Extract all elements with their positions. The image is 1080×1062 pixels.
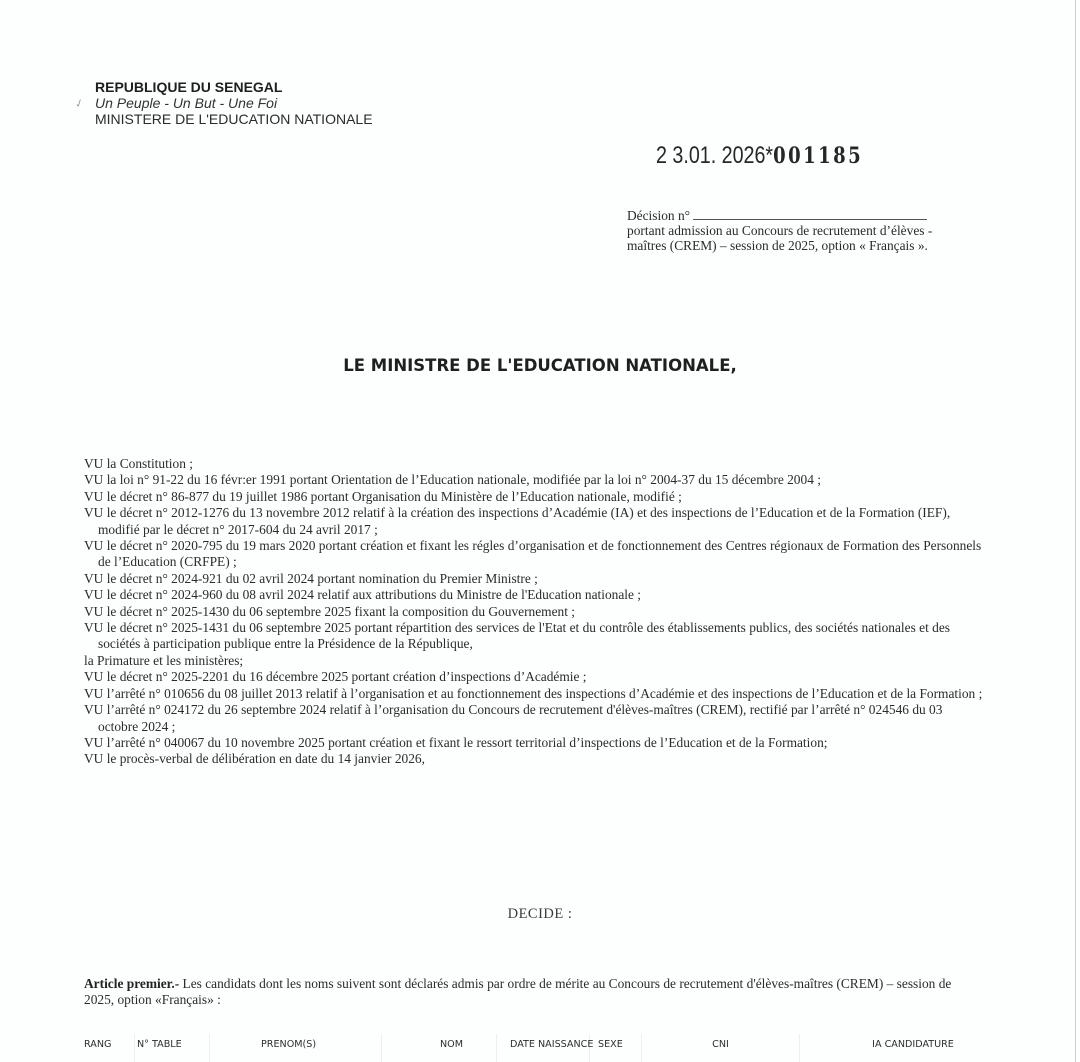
visa-item: VU l’arrêté n° 040067 du 10 novembre 2025 portant création et fixant le ressort territorial d’inspections de l’Education et de la Formation; xyxy=(84,734,828,750)
column-header-table-number: N° TABLE xyxy=(135,1034,210,1062)
document-header xyxy=(73,79,373,127)
decision-block xyxy=(627,208,957,253)
visa-item xyxy=(84,620,984,669)
motto-text: Un Peuple - Un But - Une Foi xyxy=(95,95,278,111)
column-header-last-name: NOM xyxy=(382,1034,497,1062)
visa-item: VU le procès-verbal de délibération en date du 14 janvier 2026, xyxy=(84,751,425,767)
visa-continuation: la Primature et les ministères; xyxy=(84,652,244,668)
article-premier xyxy=(84,976,984,1007)
visa-item: VU la Constitution ; xyxy=(84,456,193,471)
column-header-first-names: PRENOM(S) xyxy=(210,1034,382,1062)
visas-list xyxy=(84,456,984,768)
visa-item: VU l’arrêté n° 010656 du 08 juillet 2013 relatif à l’organisation et au fonctionnement des inspections d’Académie et des inspections de l’Education et de la Formation ; xyxy=(84,685,983,701)
decide-heading: DECIDE : xyxy=(507,906,573,922)
decision-subject: portant admission au Concours de recrutement d’élèves - maîtres (CREM) – session de 2025, option « Français ». xyxy=(627,223,933,253)
check-mark-icon: ✓ xyxy=(73,96,86,112)
admitted-table-header xyxy=(84,1034,996,1062)
stamp-separator: * xyxy=(765,142,774,169)
column-header-birth-date: DATE NAISSANCE xyxy=(497,1034,590,1062)
article-text: Les candidats dont les noms suivent sont déclarés admis par ordre de mérite au Concours de recrutement d'élèves-maîtres (CREM) – session de 2025, option «Français» : xyxy=(84,976,952,1007)
decision-number-blank xyxy=(693,219,927,220)
visa-item: VU le décret n° 2025-2201 du 16 décembre 2025 portant création d’inspections d’Académie ; xyxy=(84,669,587,685)
visa-item: VU l’arrêté n° 024172 du 26 septembre 2024 relatif à l’organisation du Concours de recrutement d'élèves-maîtres (CREM), rectifié par l’arrêté n° 024546 du 03 octobre 2024 ; xyxy=(84,702,943,734)
visa-item: VU le décret n° 2024-921 du 02 avril 2024 portant nomination du Premier Ministre ; xyxy=(84,570,538,586)
visa-item: VU le décret n° 2020-795 du 19 mars 2020 portant création et fixant les régles d’organisation et de fonctionnement des Centres régionaux de Formation des Personnels de l’Education (CRFPE) ; xyxy=(84,538,982,570)
column-header-cni: CNI xyxy=(642,1034,800,1062)
column-header-rang: RANG xyxy=(84,1034,135,1062)
registration-stamp xyxy=(656,142,863,170)
minister-title: LE MINISTRE DE L'EDUCATION NATIONALE, xyxy=(343,356,737,375)
national-motto xyxy=(73,95,373,112)
decision-prefix: Décision n° xyxy=(627,208,690,223)
stamp-date: 2 3.01. 2026 xyxy=(656,142,766,169)
visa-item: VU le décret n° 2025-1430 du 06 septembre 2025 fixant la composition du Gouvernement ; xyxy=(84,603,576,619)
visa-item: VU le décret n° 2024-960 du 08 avril 2024 relatif aux attributions du Ministre de l'Education nationale ; xyxy=(84,587,642,603)
visa-item: VU le décret n° 86-877 du 19 juillet 1986 portant Organisation du Ministère de l’Education nationale, modifié ; xyxy=(84,488,682,504)
stamp-number: 001185 xyxy=(773,143,864,169)
visa-item: VU la loi n° 91-22 du 16 févr:er 1991 portant Orientation de l’Education nationale, modifiée par la loi n° 2004-37 du 15 décembre 2004 ; xyxy=(84,472,821,488)
visa-text: VU le décret n° 2025-1431 du 06 septembre 2025 portant répartition des services de l'Etat et du contrôle des établissements publics, des sociétés nationales et des sociétés à participation publique entre la Présidence de la République, xyxy=(84,620,951,652)
column-header-sex: SEXE xyxy=(590,1034,642,1062)
article-label: Article premier.- xyxy=(84,976,180,991)
country-name: REPUBLIQUE DU SENEGAL xyxy=(95,79,283,95)
ministry-name: MINISTERE DE L'EDUCATION NATIONALE xyxy=(95,111,373,127)
visa-item: VU le décret n° 2012-1276 du 13 novembre 2012 relatif à la création des inspections d’Académie (IA) et des inspections de l’Education et de la Formation (IEF), modifié par le décret n° 2017-604 du 24 avril 2017 ; xyxy=(84,505,951,537)
decision-number-line xyxy=(627,208,957,223)
page-edge xyxy=(1075,0,1076,1062)
column-header-ia-candidature: IA CANDIDATURE xyxy=(872,1039,954,1050)
